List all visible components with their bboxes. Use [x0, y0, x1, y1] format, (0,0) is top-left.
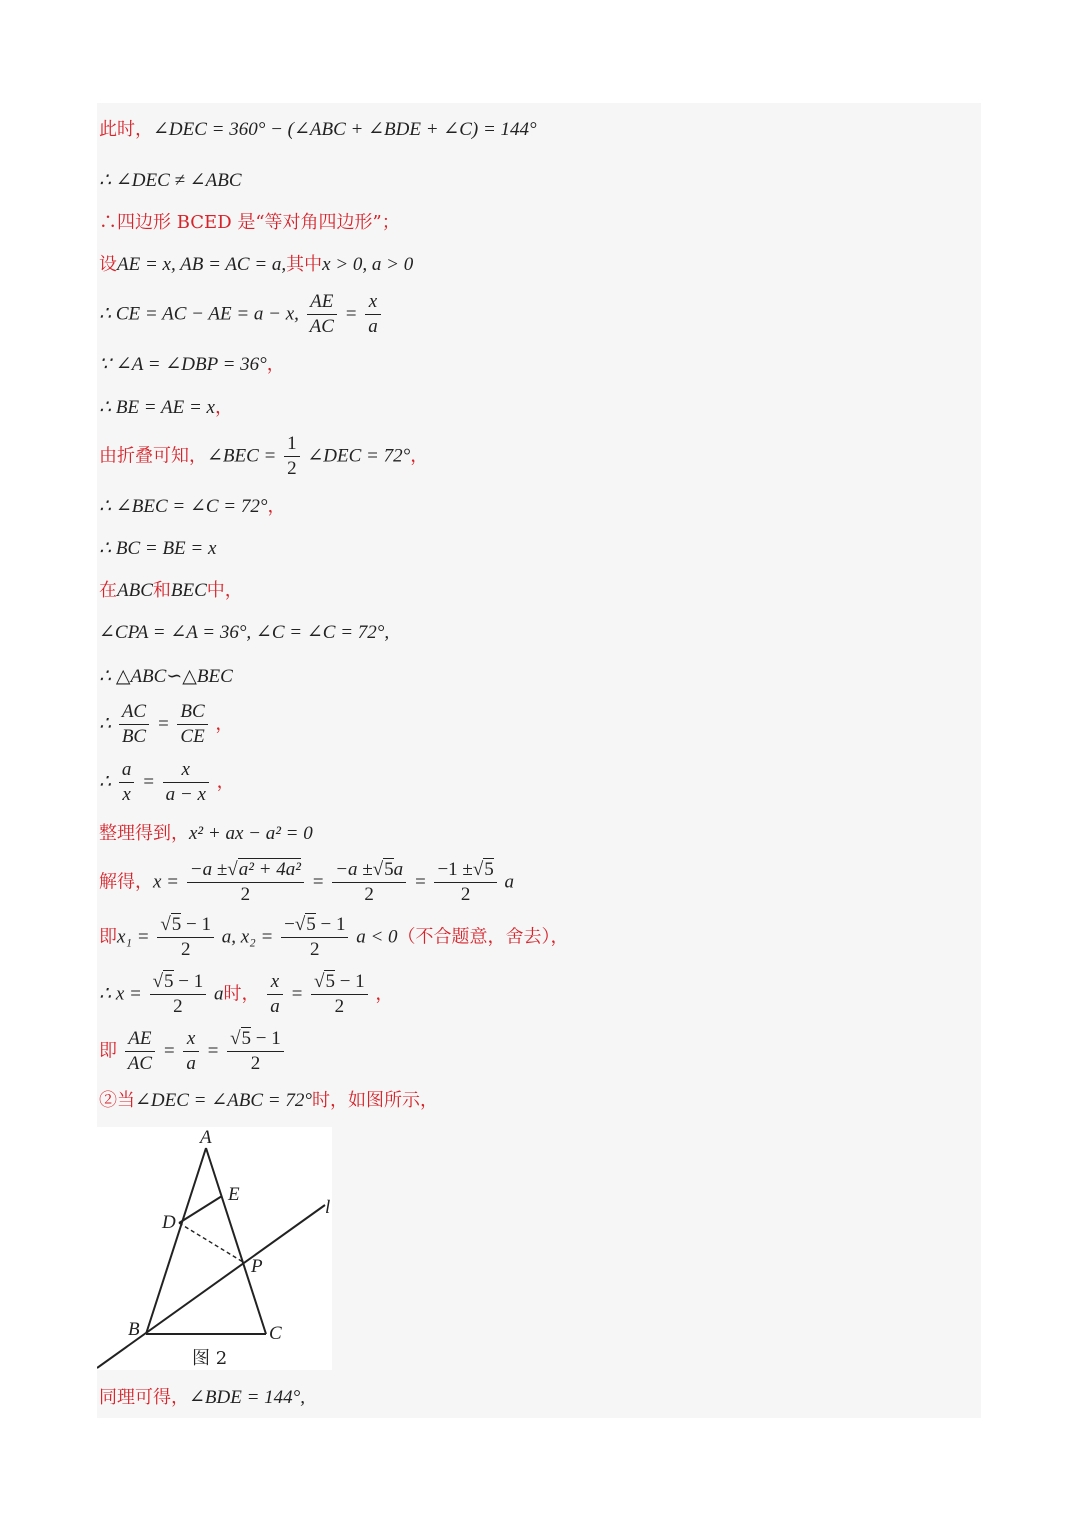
- geometry-figure: [97, 1127, 332, 1370]
- line-19: ∴ x = $\frac{√5 - 1}{2}$ a时， $\frac{x}{a}$ = $\frac{√5 - 1}{2}$ ，: [99, 971, 394, 1017]
- line-16: 整理得到，x² + ax − a² = 0: [99, 823, 313, 844]
- line-20: 即 $\frac{AE}{AC}$ = $\frac{x}{a}$ = $\frac{√5 - 1}{2}$: [99, 1027, 286, 1076]
- label-b: B: [128, 1319, 140, 1340]
- fraction: $\frac{1}{2}$: [284, 432, 300, 481]
- line-6: ∵ ∠A = ∠DBP = 36°，: [99, 354, 285, 375]
- fraction: $\frac{-1 \pm√5}{2}$: [434, 858, 496, 907]
- fraction: $\frac{-√5 - 1}{2}$: [281, 913, 348, 962]
- line-9: ∴ ∠BEC = ∠C = 72°，: [99, 496, 286, 517]
- fraction: $\frac{-a \pm√5a}{2}$: [332, 858, 406, 907]
- fraction: $\frac{√5 - 1}{2}$: [150, 970, 207, 1019]
- label-l: l: [325, 1197, 331, 1218]
- fraction: $\frac{x}{a}$: [365, 290, 381, 339]
- line-17: 解得，x = $\frac{\text{−a ±√a² + 4a²}}{2}$ = $\frac{-a \pm√5a}{2}$ = $\frac{-1 \pm√5}{2}$ a: [99, 859, 515, 905]
- line-18: 即x₁ = $\frac{√5 - 1}{2}$ a, x₂ = $\frac{-√5 - 1}{2}$ a < 0（不合题意，舍去），: [99, 914, 569, 960]
- line-10: ∴ BC = BE = x: [99, 538, 217, 559]
- line-7: ∴ BE = AE = x，: [99, 397, 233, 418]
- figure-caption: 图 2: [192, 1348, 228, 1369]
- line-22: 同理可得，∠BDE = 144°,: [99, 1387, 306, 1408]
- line-14: ∴ $\frac{AC}{BC}$ = $\frac{BC}{CE}$ ，: [99, 701, 234, 747]
- line-11: 在ABC和BEC中，: [99, 580, 243, 601]
- fraction: $\frac{x}{a}$: [183, 1027, 199, 1076]
- fraction: $\frac{AC}{BC}$: [119, 700, 149, 749]
- fraction: $\frac{a}{x}$: [119, 758, 135, 807]
- line-2: ∴ ∠DEC ≠ ∠ABC: [99, 170, 242, 191]
- segment-dp: [179, 1223, 243, 1262]
- line-15: ∴ $\frac{a}{x}$ = $\frac{x}{a - x}$ ，: [99, 759, 235, 805]
- label-d: D: [162, 1212, 176, 1233]
- line-1: 此时，∠DEC = 360° − (∠ABC + ∠BDE + ∠C) = 144°: [99, 119, 537, 140]
- label-c: C: [269, 1323, 282, 1344]
- fraction: $\frac{x}{a}$: [267, 970, 283, 1019]
- fraction: $\frac{\text{−a ±√a² + 4a²}}{2}$: [187, 858, 304, 907]
- line-5: ∴ CE = AC − AE = a − x, $\frac{AE}{AC}$ = $\frac{x}{a}$: [99, 290, 383, 339]
- fraction: $\frac{√5 - 1}{2}$: [227, 1027, 284, 1076]
- line-21: ②当∠DEC = ∠ABC = 72°时，如图所示，: [99, 1090, 438, 1111]
- fraction: $\frac{AE}{AC}$: [307, 290, 337, 339]
- label-e: E: [228, 1184, 240, 1205]
- fraction: $\frac{BC}{CE}$: [177, 700, 207, 749]
- line-3: ∴四边形 BCED 是“等对角四边形”；: [99, 212, 400, 233]
- fraction: $\frac{x}{a - x}$: [163, 758, 209, 807]
- line-12: ∠CPA = ∠A = 36°, ∠C = ∠C = 72°,: [99, 622, 390, 643]
- fraction: $\frac{√5 - 1}{2}$: [157, 913, 214, 962]
- label-p: P: [251, 1256, 263, 1277]
- line-13: ∴ △ABC∽△BEC: [99, 666, 233, 687]
- fraction: $\frac{AE}{AC}$: [125, 1027, 155, 1076]
- side-ab: [146, 1148, 206, 1334]
- side-ac: [206, 1148, 266, 1334]
- fraction: $\frac{√5 - 1}{2}$: [311, 970, 368, 1019]
- line-8: 由折叠可知，∠BEC = $\frac{1}{2}$ ∠DEC = 72°，: [99, 433, 429, 479]
- label-a: A: [200, 1127, 212, 1148]
- line-4: 设AE = x, AB = AC = a,其中x > 0, a > 0: [99, 254, 414, 275]
